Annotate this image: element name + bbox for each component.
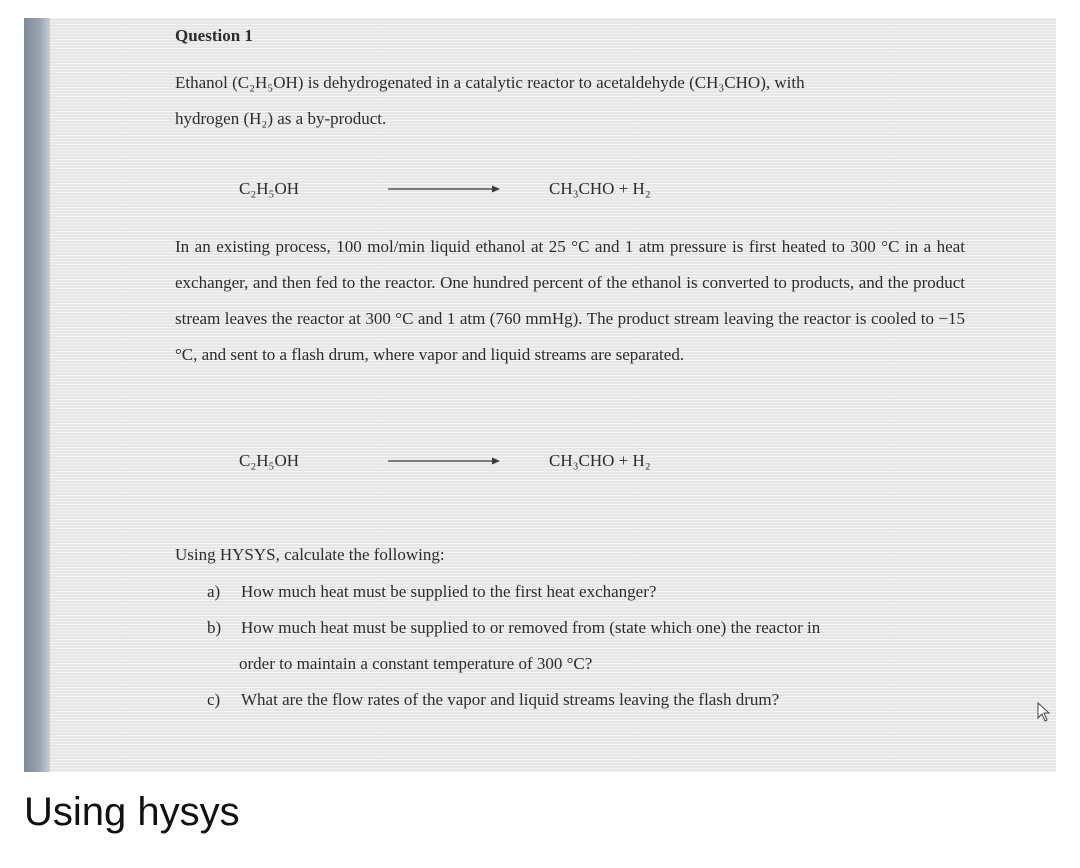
reaction-2-reactant: C₂H₅OH	[239, 451, 300, 470]
intro-line-2: hydrogen (H₂) as a by-product.	[175, 109, 387, 128]
using-hysys-instruction: Using HYSYS, calculate the following:	[175, 545, 445, 564]
reaction-equation-1	[24, 175, 1056, 205]
reaction-2-product: CH₃CHO + H₂	[549, 451, 651, 470]
question-marker: c)	[207, 690, 221, 709]
post-caption: Using hysys	[24, 790, 240, 834]
intro-line-1: Ethanol (C₂H₅OH) is dehydrogenated in a catalytic reactor to acetaldehyde (CH₃CHO), with	[175, 73, 805, 92]
photo-left-edge	[24, 18, 50, 772]
question-item-a	[207, 574, 656, 610]
reaction-1-product: CH₃CHO + H₂	[549, 179, 651, 198]
mouse-cursor-icon	[1036, 702, 1050, 722]
intro-paragraph	[175, 65, 965, 137]
question-marker: a)	[207, 582, 221, 601]
right-arrow-icon	[388, 456, 500, 466]
question-item-c	[207, 682, 779, 718]
question-text: What are the flow rates of the vapor and liquid streams leaving the flash drum?	[241, 690, 780, 709]
question-item-b	[207, 610, 820, 646]
question-text: How much heat must be supplied to the first heat exchanger?	[241, 582, 657, 601]
process-paragraph: In an existing process, 100 mol/min liquid ethanol at 25 °C and 1 atm pressure is first heated to 300 °C in a heat exchanger, and then fed to the reactor. One hundred percent of the ethanol is converted to products, and the product stream leaves the reactor at 300 °C and 1 atm (760 mmHg). The product stream leaving the reactor is cooled to −15 °C, and sent to a flash drum, where vapor and liquid streams are separated.	[175, 237, 965, 364]
reaction-1-reactant: C₂H₅OH	[239, 179, 300, 198]
question-item-b-continuation: order to maintain a constant temperature of 300 °C?	[239, 654, 593, 673]
reaction-equation-2	[24, 447, 1056, 477]
question-marker: b)	[207, 618, 222, 637]
question-photo	[24, 18, 1056, 772]
right-arrow-icon	[388, 184, 500, 194]
question-title: Question 1	[175, 26, 253, 45]
question-text: How much heat must be supplied to or removed from (state which one) the reactor in	[241, 618, 821, 637]
